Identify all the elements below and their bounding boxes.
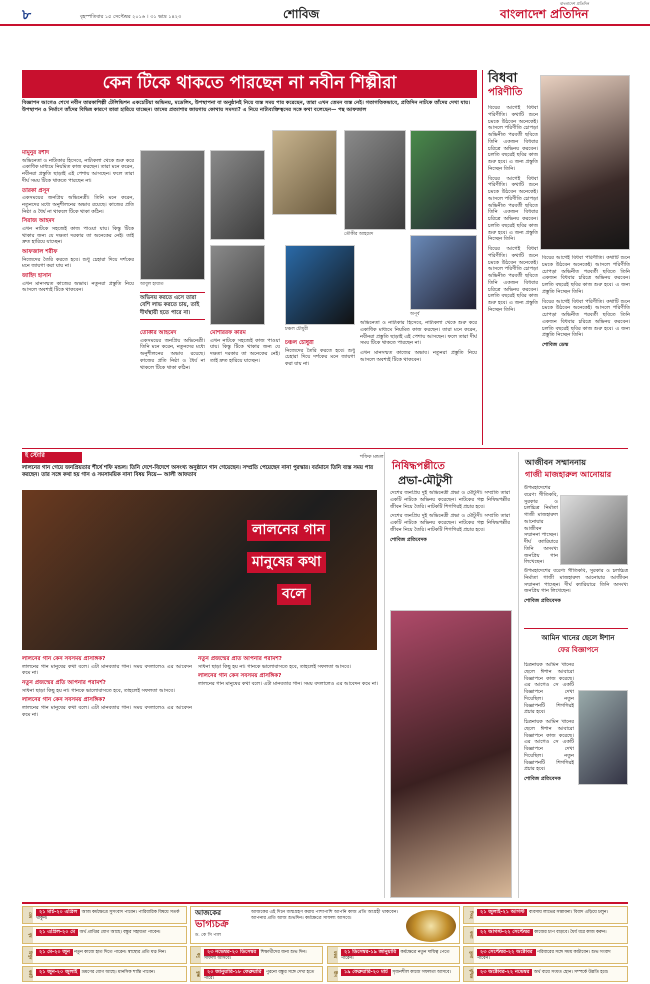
main-left-column (22, 150, 134, 445)
qa-answer: লালনের গান মানুষের কথা বলে। এটা মানবতার গান। সময় বদলালেও এর আবেদন কমে না। (22, 663, 192, 677)
gazi-title-2[interactable]: গাজী মাজহারুল আনোয়ার (525, 470, 612, 479)
sign-text: পরিবারের সঙ্গে সময় কাটাবেন। শুভ সংবাদ পাবেন। (477, 950, 611, 961)
sign-dates: ২২ আগস্ট-২২ সেপ্টেম্বর (477, 929, 533, 936)
sign-name: মীন (328, 967, 338, 981)
person-text: একসময়ের জনপ্রিয় অভিনেত্রী। তিনি মনে করেন, নতুনদের মধ্যে অনুশীলনের অভাব রয়েছে। কাজের প্রতি নিষ্ঠা ও ধৈর্য না থাকলে টিকে থাকা কঠিন। (140, 337, 205, 371)
horoscope-sign-8 (190, 946, 323, 964)
person-text: নিজেদের তৈরি করতে হবে। শুধু চেহারা দিয়ে দর্শকের মনে জায়গা করা যায় না। (285, 347, 355, 368)
sign-name: মকর (328, 947, 338, 963)
person-name: মোশাররফ করিম (210, 330, 246, 336)
sidebar-text-col (488, 105, 538, 445)
lalon-intro: লালনের গান গেয়ে জনপ্রিয়তার শীর্ষে শফি মন্ডল। তিনি দেশে-বিদেশে অসংখ্য অনুষ্ঠানে গান গেয়েছেন। সম্প্রতি পেয়েছেন নানা পুরস্কার। বর্তমানে তিনি ব্যস্ত সময় পার করছেন। তার সঙ্গে কথা হয় গান ও সমসাময়িক নানা বিষয় নিয়ে— আলী আফতাব (22, 465, 373, 479)
gazi-text-body: উপমহাদেশের বরেণ্য গীতিকবি, সুরকার ও চলচ্চিত্র নির্মাতা গাজী মাজহারুল আনোয়ার আজীবন সম্মাননা পাচ্ছেন। দীর্ঘ ক্যারিয়ারে তিনি অসংখ্য জনপ্রিয় গান লিখেছেন। (524, 485, 558, 566)
qa-question: লালনের গান কেন সবসময় প্রাসঙ্গিক? (22, 697, 106, 704)
overlay-text-2: মানুষের কথা (247, 552, 326, 573)
person-name: তৌকীর আহমেদ (140, 330, 177, 336)
sidebar-credit: শোবিজ ডেস্ক (542, 342, 569, 348)
sign-name: বৃষ (23, 927, 33, 943)
horoscope-sign-0 (22, 906, 187, 924)
qa-question: লালনের গান কেন সবসময় প্রাসঙ্গিক? (198, 673, 282, 680)
sidebar-text-col-2 (542, 255, 630, 445)
sidebar-text: বিয়ের আগেই বিধবা পরিণীতি। কথাটি শুনে চমকে উঠবেন অনেকেই। আসলে পরিণীতি চোপড়া অভিনীত পরবর্তী ছবিতে তিনি একজন বিধবার চরিত্রে অভিনয় করবেন। চলতি বছরেই ছবির কাজ শুরু হবে। এ জন্য প্রস্তুতি নিচ্ছেন তিনি। (488, 246, 538, 313)
sign-text: নতুন কাজে হাত দিতে পারেন। স্বাস্থ্যের প্রতি যত্ন নিন। (72, 950, 167, 955)
person-text: এখন মানসম্মত কাজের অভাব। নতুনরা প্রস্তুতি নিয়ে আসলে অবশ্যই টিকে থাকবেন। (360, 350, 477, 363)
qa-answer: লালনের গান মানুষের কথা বলে। এটা মানবতার গান। সময় বদলালেও এর আবেদন কমে না। (22, 704, 192, 718)
sign-text: ব্যবসায় লাভের সম্ভাবনা। বিবাদ এড়িয়ে চলুন। (527, 910, 608, 915)
astrologer-name: ড. কে সি পাল (195, 933, 221, 938)
person-name: সিরাজ আহমদ (22, 218, 55, 225)
main-col-2 (140, 330, 205, 445)
sign-dates: ২১ ডিসেম্বর-১৯ জানুয়ারি (341, 949, 399, 956)
sign-dates: ২৩ নভেম্বর-২০ ডিসেম্বর (204, 949, 259, 956)
column-divider (518, 452, 519, 898)
qa-answer: সাধনা ছাড়া কিছু হয় না। গানকে ভালোবাসতে হবে, তাহলেই সফলতা আসবে। (198, 663, 351, 670)
qa-question: লালনের গান কেন সবসময় প্রাসঙ্গিক? (22, 656, 106, 662)
sign-text: অর্থ প্রাপ্তির যোগ আছে। বন্ধুর সহায়তা পাবেন। (78, 930, 161, 935)
photo-person-8 (410, 235, 477, 310)
horoscope-sign-4 (463, 906, 628, 924)
sign-name: সিংহ (464, 907, 474, 923)
ishan-text-body: চিত্রনায়ক আমিন খানের ছেলে ঈশান আবারো বিজ্ঞাপনে কাজ করেছে। এর আগেও সে একটি বিজ্ঞাপনে দেখা দিয়েছিল। নতুন বিজ্ঞাপনটি শিগগিরই প্রচার হবে। (524, 662, 574, 716)
page-header (0, 0, 650, 26)
sign-text: শিক্ষার্থীদের জন্য শুভ দিন। সাফল্য আসবে। (204, 950, 307, 961)
horoscope-sign-7 (463, 966, 628, 982)
sidebar-text: বিয়ের আগেই বিধবা পরিণীতি। কথাটি শুনে চমকে উঠবেন অনেকেই। আসলে পরিণীতি চোপড়া অভিনীত পরবর্তী ছবিতে তিনি একজন বিধবার চরিত্রে অভিনয় করবেন। চলতি বছরেই ছবির কাজ শুরু হবে। এ জন্য প্রস্তুতি নিচ্ছেন তিনি। (542, 298, 630, 339)
sign-dates: ২১ জুন-২০ জুলাই (36, 969, 80, 976)
photo-person-5 (410, 130, 477, 230)
horoscope-sign-3 (22, 966, 187, 982)
column-divider (384, 452, 385, 898)
horoscope-sign-1 (22, 926, 187, 944)
mid-text: দেশের জনপ্রিয় দুই অভিনেত্রী প্রভা ও মৌটুসী। সম্প্রতি তারা একটি নাটকে অভিনয় করেছেন। নাটকের গল্প নিষিদ্ধপল্লীর জীবন নিয়ে তৈরি। নাটকটি শিগগিরই প্রচার হবে। (390, 513, 510, 533)
sign-dates: ২১ মে-২০ জুন (36, 949, 73, 956)
gazi-text-2 (524, 568, 628, 623)
gazi-photo (560, 495, 628, 565)
lalon-qa-col-1 (22, 656, 192, 898)
divider (524, 628, 628, 629)
dateline: বৃহস্পতিবার ১৫ সেপ্টেম্বর ২০১৬ । ৩১ ভাদ্র ১৪২৩ (80, 14, 182, 20)
mid-story-text (390, 490, 510, 605)
sign-name: মিথুন (23, 947, 33, 963)
zodiac-wheel-icon (406, 910, 456, 942)
sign-text: সৃজনশীল কাজে সফলতা আসবে। (390, 970, 451, 975)
main-col-5 (360, 320, 477, 445)
horoscope-banner (190, 906, 460, 944)
mid-story-title-1[interactable]: নিষিদ্ধপল্লীতে (392, 461, 445, 472)
sign-name: কুম্ভ (191, 967, 201, 981)
sign-name: মেষ (23, 907, 33, 923)
gazi-title-1[interactable]: আজীবন সম্মাননায় (525, 458, 586, 467)
horoscope-sign-9 (327, 946, 460, 964)
horoscope-sign-5 (463, 926, 628, 944)
person-text: এখন নাটকে সহজেই কাজ পাওয়া যায়। কিন্তু টিকে থাকার জন্য যে দক্ষতা দরকার তা অনেকের নেই। তাই দ্রুত হারিয়ে যাচ্ছেন। (22, 225, 134, 246)
mid-text: দেশের জনপ্রিয় দুই অভিনেত্রী প্রভা ও মৌটুসী। সম্প্রতি তারা একটি নাটকে অভিনয় করেছেন। নাটকের গল্প নিষিদ্ধপল্লীর জীবন নিয়ে তৈরি। নাটকটি শিগগিরই প্রচার হবে। (390, 490, 510, 510)
sign-text: পুরনো বন্ধুর সঙ্গে দেখা হতে পারে। (204, 970, 315, 981)
qa-answer: লালনের গান মানুষের কথা বলে। এটা মানবতার গান। সময় বদলালেও এর আবেদন কমে না। (198, 680, 378, 687)
sign-name: তুলা (464, 947, 474, 963)
person-name: জাহিদ হাসান (22, 273, 52, 280)
horoscope-title-2: ভাগ্যচক্র (195, 919, 229, 930)
lalon-credit: শফিক মন্ডল (360, 454, 384, 460)
prova-moutusi-photo (390, 610, 512, 898)
sign-dates: ২৩ অক্টোবর-২২ নভেম্বর (477, 969, 532, 976)
sign-dates: ২৩ সেপ্টেম্বর-২২ অক্টোবর (477, 949, 536, 956)
main-col-4 (285, 340, 355, 445)
newspaper-logo[interactable]: বাংলাদেশ প্রতিদিন (500, 7, 589, 21)
main-col-3 (210, 330, 280, 445)
photo-caption: চঞ্চল চৌধুরী (285, 327, 308, 332)
gazi-text-body: উপমহাদেশের বরেণ্য গীতিকবি, সুরকার ও চলচ্চিত্র নির্মাতা গাজী মাজহারুল আনোয়ার আজীবন সম্মাননা পাচ্ছেন। দীর্ঘ ক্যারিয়ারে তিনি অসংখ্য জনপ্রিয় গান লিখেছেন। (524, 568, 628, 595)
lalon-photo (22, 490, 377, 650)
horoscope-title-1: আজকের (195, 909, 221, 917)
page-number: ৮ (22, 7, 32, 23)
main-intro: বিজ্ঞাপন আগেও শেখে নবীন তারকাশিল্পী টেলিভিশন একচেটিয়া অভিনয়, মডেলিং, উপস্থাপনা বা অনুষ্ঠানই নিয়ে ব্যস্ত সময় পার করেছেন, তারা এখন তেমন ব্যস্ত নেই। গতাগতিকভাবে, প্রতিদিন নাটকে তাঁদের দেখা যায়। উপস্থাপন ও নির্মাণে তাঁদের বিভিন্ন কারণে তারা হারিয়ে যাচ্ছেন। তাদের প্রত্যাশার জায়গায় কোথায় সমস্যা? এ নিয়ে নাট্যব্যক্তিত্বদের সঙ্গে কথা বলেছেন— পন্থ আফজাল (22, 100, 471, 114)
qa-answer: সাধনা ছাড়া কিছু হয় না। গানকে ভালোবাসতে হবে, তাহলেই সফলতা আসবে। (22, 687, 175, 694)
photo-caption: তৌকীর আহমেদ (344, 232, 374, 237)
sign-dates: ২১ এপ্রিল-২০ মে (36, 929, 78, 936)
photo-caption: অপূর্ব (410, 312, 420, 317)
sign-name: কর্কট (23, 967, 33, 981)
photo-person-3 (272, 130, 337, 215)
photo-person-4 (344, 130, 406, 230)
sign-name: কন্যা (464, 927, 474, 943)
person-text: অভিনেতা ও নাট্যকার হিসেবে, নাট্যকলা থেকে শুরু করে একাধিক মাধ্যমে নিয়মিত কাজ করছেন। তারা মনে করেন, নবীনরা প্রস্তুতি ছাড়াই এই পেশায় আসছেন। ফলে তারা দীর্ঘ সময় টিকে থাকতে পারছেন না। (360, 320, 477, 347)
sign-text: অর্থ ব্যয়ে সংযত হোন। সম্পর্কে উন্নতি হবে। (532, 970, 609, 975)
logo-small: বাংলাদেশ প্রতিদিন (560, 1, 590, 6)
person-text: নিজেদের তৈরি করতে হবে। শুধু চেহারা দিয়ে দর্শকের মনে জায়গা করা যায় না। (22, 256, 134, 270)
sidebar-text: বিয়ের আগেই বিধবা পরিণীতি। কথাটি শুনে চমকে উঠবেন অনেকেই। আসলে পরিণীতি চোপড়া অভিনীত পরবর্তী ছবিতে তিনি একজন বিধবার চরিত্রে অভিনয় করবেন। চলতি বছরেই ছবির কাজ শুরু হবে। এ জন্য প্রস্তুতি নিচ্ছেন তিনি। (488, 105, 538, 172)
sidebar-title[interactable]: বিধবা (488, 71, 518, 86)
person-text: এখন মানসম্মত কাজের অভাব। নতুনরা প্রস্তুতি নিয়ে আসলে অবশ্যই টিকে থাকবেন। (22, 280, 134, 294)
person-text: একসময়ের জনপ্রিয় অভিনেত্রী। তিনি মনে করেন, নতুনদের মধ্যে অনুশীলনের অভাব রয়েছে। কাজের প্রতি নিষ্ঠা ও ধৈর্য না থাকলে টিকে থাকা কঠিন। (22, 195, 134, 215)
photo-person-6 (210, 245, 265, 325)
photo-caption: আবুল হায়াত (140, 282, 164, 287)
sign-text: আজ কর্মক্ষেত্রে সুসংবাদ পাবেন। পারিবারিক বিষয়ে সতর্ক থাকুন। (36, 910, 180, 921)
sign-dates: ২১ মার্চ-২০ এপ্রিল (36, 909, 80, 916)
column-divider (482, 70, 483, 445)
mid-credit: শোবিজ প্রতিবেদক (390, 536, 427, 543)
sign-text: ভ্রমণের যোগ আছে। মানসিক শান্তি পাবেন। (80, 970, 156, 975)
sign-dates: ১৯ ফেব্রুয়ারি-২০ মার্চ (341, 969, 391, 976)
pull-quote: অভিনয় করতে এসে তারা বেশি লাভ করতে চায়, তাই দীর্ঘস্থায়ী হতে পারে না। (140, 292, 205, 320)
ishan-title-1[interactable]: আমিন খানের ছেলে ঈশান (541, 634, 615, 642)
qa-question: নতুন প্রজন্মের প্রতি আপনার পরামর্শ? (198, 656, 282, 662)
ishan-title-2[interactable]: ফের বিজ্ঞাপনে (557, 646, 599, 654)
section-divider (22, 448, 628, 449)
person-text: অভিনেতা ও নাট্যকার হিসেবে, নাট্যকলা থেকে শুরু করে একাধিক মাধ্যমে নিয়মিত কাজ করছেন। তারা মনে করেন, নবীনরা প্রস্তুতি ছাড়াই এই পেশায় আসছেন। ফলে তারা দীর্ঘ সময় টিকে থাকতে পারছেন না। (22, 157, 134, 184)
section-title: শোবিজ (283, 7, 320, 21)
qa-question: নতুন প্রজন্মের প্রতি আপনার পরামর্শ? (22, 680, 106, 687)
photo-person-1 (140, 150, 205, 280)
person-name: আফজাল শরীফ (22, 249, 58, 256)
sign-dates: ২০ জানুয়ারি-১৮ ফেব্রুয়ারি (204, 969, 264, 976)
parineeti-photo (540, 75, 630, 250)
ishan-text-body: চিত্রনায়ক আমিন খানের ছেলে ঈশান আবারো বিজ্ঞাপনে কাজ করেছে। এর আগেও সে একটি বিজ্ঞাপনে দেখা দিয়েছিল। নতুন বিজ্ঞাপনটি শিগগিরই প্রচার হবে। (524, 719, 574, 773)
sign-name: বৃশ্চিক (464, 967, 474, 981)
person-text: এখন নাটকে সহজেই কাজ পাওয়া যায়। কিন্তু টিকে থাকার জন্য যে দক্ষতা দরকার তা অনেকের নেই। তাই দ্রুত হারিয়ে যাচ্ছেন। (210, 337, 280, 364)
horoscope-intro: আজকের এই দিনে জন্মগ্রহণ করায় পাশাপাশি আপনি কাজ প্রতি আগ্রহী থাকবেন। আপনার প্রতি আজ শুভদিন। কর্মক্ষেত্রে সাফল্য আসবে। (251, 910, 399, 922)
person-name: মামুনুর রশীদ (22, 150, 50, 156)
horoscope-sign-11 (327, 966, 460, 982)
person-name: তারকা প্রসূন (22, 187, 50, 194)
horoscope-sign-2 (22, 946, 187, 964)
horoscope-divider (22, 902, 628, 904)
sign-text: কাজের চাপ বাড়বে। ধৈর্য ধরে কাজ করুন। (532, 930, 607, 935)
lalon-qa-col-2 (198, 656, 378, 898)
photo-person-7 (285, 245, 355, 325)
overlay-text-3: বলে (277, 584, 311, 605)
gazi-credit: শোবিজ প্রতিবেদক (524, 598, 561, 604)
ishan-photo (578, 690, 628, 785)
person-name: চঞ্চল চৌধুরী (285, 340, 314, 346)
sign-dates: ২১ জুলাই-২১ আগস্ট (477, 909, 527, 916)
photo-person-2 (210, 150, 265, 240)
sign-text: কর্মক্ষেত্রে নতুন দায়িত্ব পেতে পারেন। (341, 950, 450, 961)
sign-name: ধনু (191, 947, 201, 963)
sidebar-text: বিয়ের আগেই বিধবা পরিণীতি। কথাটি শুনে চমকে উঠবেন অনেকেই। আসলে পরিণীতি চোপড়া অভিনীত পরবর্তী ছবিতে তিনি একজন বিধবার চরিত্রে অভিনয় করবেন। চলতি বছরেই ছবির কাজ শুরু হবে। এ জন্য প্রস্তুতি নিচ্ছেন তিনি। (542, 255, 630, 295)
horoscope-sign-6 (463, 946, 628, 964)
horoscope-sign-10 (190, 966, 323, 982)
sidebar-subtitle[interactable]: পরিণীতি (488, 87, 523, 98)
mid-story-title-2[interactable]: প্রভা-মৌটুসী (398, 474, 453, 487)
overlay-text-1: লালনের গান (247, 520, 330, 541)
ishan-text (524, 662, 574, 898)
ishan-credit: শোবিজ প্রতিবেদক (524, 776, 561, 782)
main-headline[interactable]: কেন টিকে থাকতে পারছেন না নবীন শিল্পীরা (102, 73, 397, 93)
e-story-tag: ই স্টোরি (22, 452, 82, 463)
sidebar-text: বিয়ের আগেই বিধবা পরিণীতি। কথাটি শুনে চমকে উঠবেন অনেকেই। আসলে পরিণীতি চোপড়া অভিনীত পরবর্তী ছবিতে তিনি একজন বিধবার চরিত্রে অভিনয় করবেন। চলতি বছরেই ছবির কাজ শুরু হবে। এ জন্য প্রস্তুতি নিচ্ছেন তিনি। (488, 175, 538, 243)
